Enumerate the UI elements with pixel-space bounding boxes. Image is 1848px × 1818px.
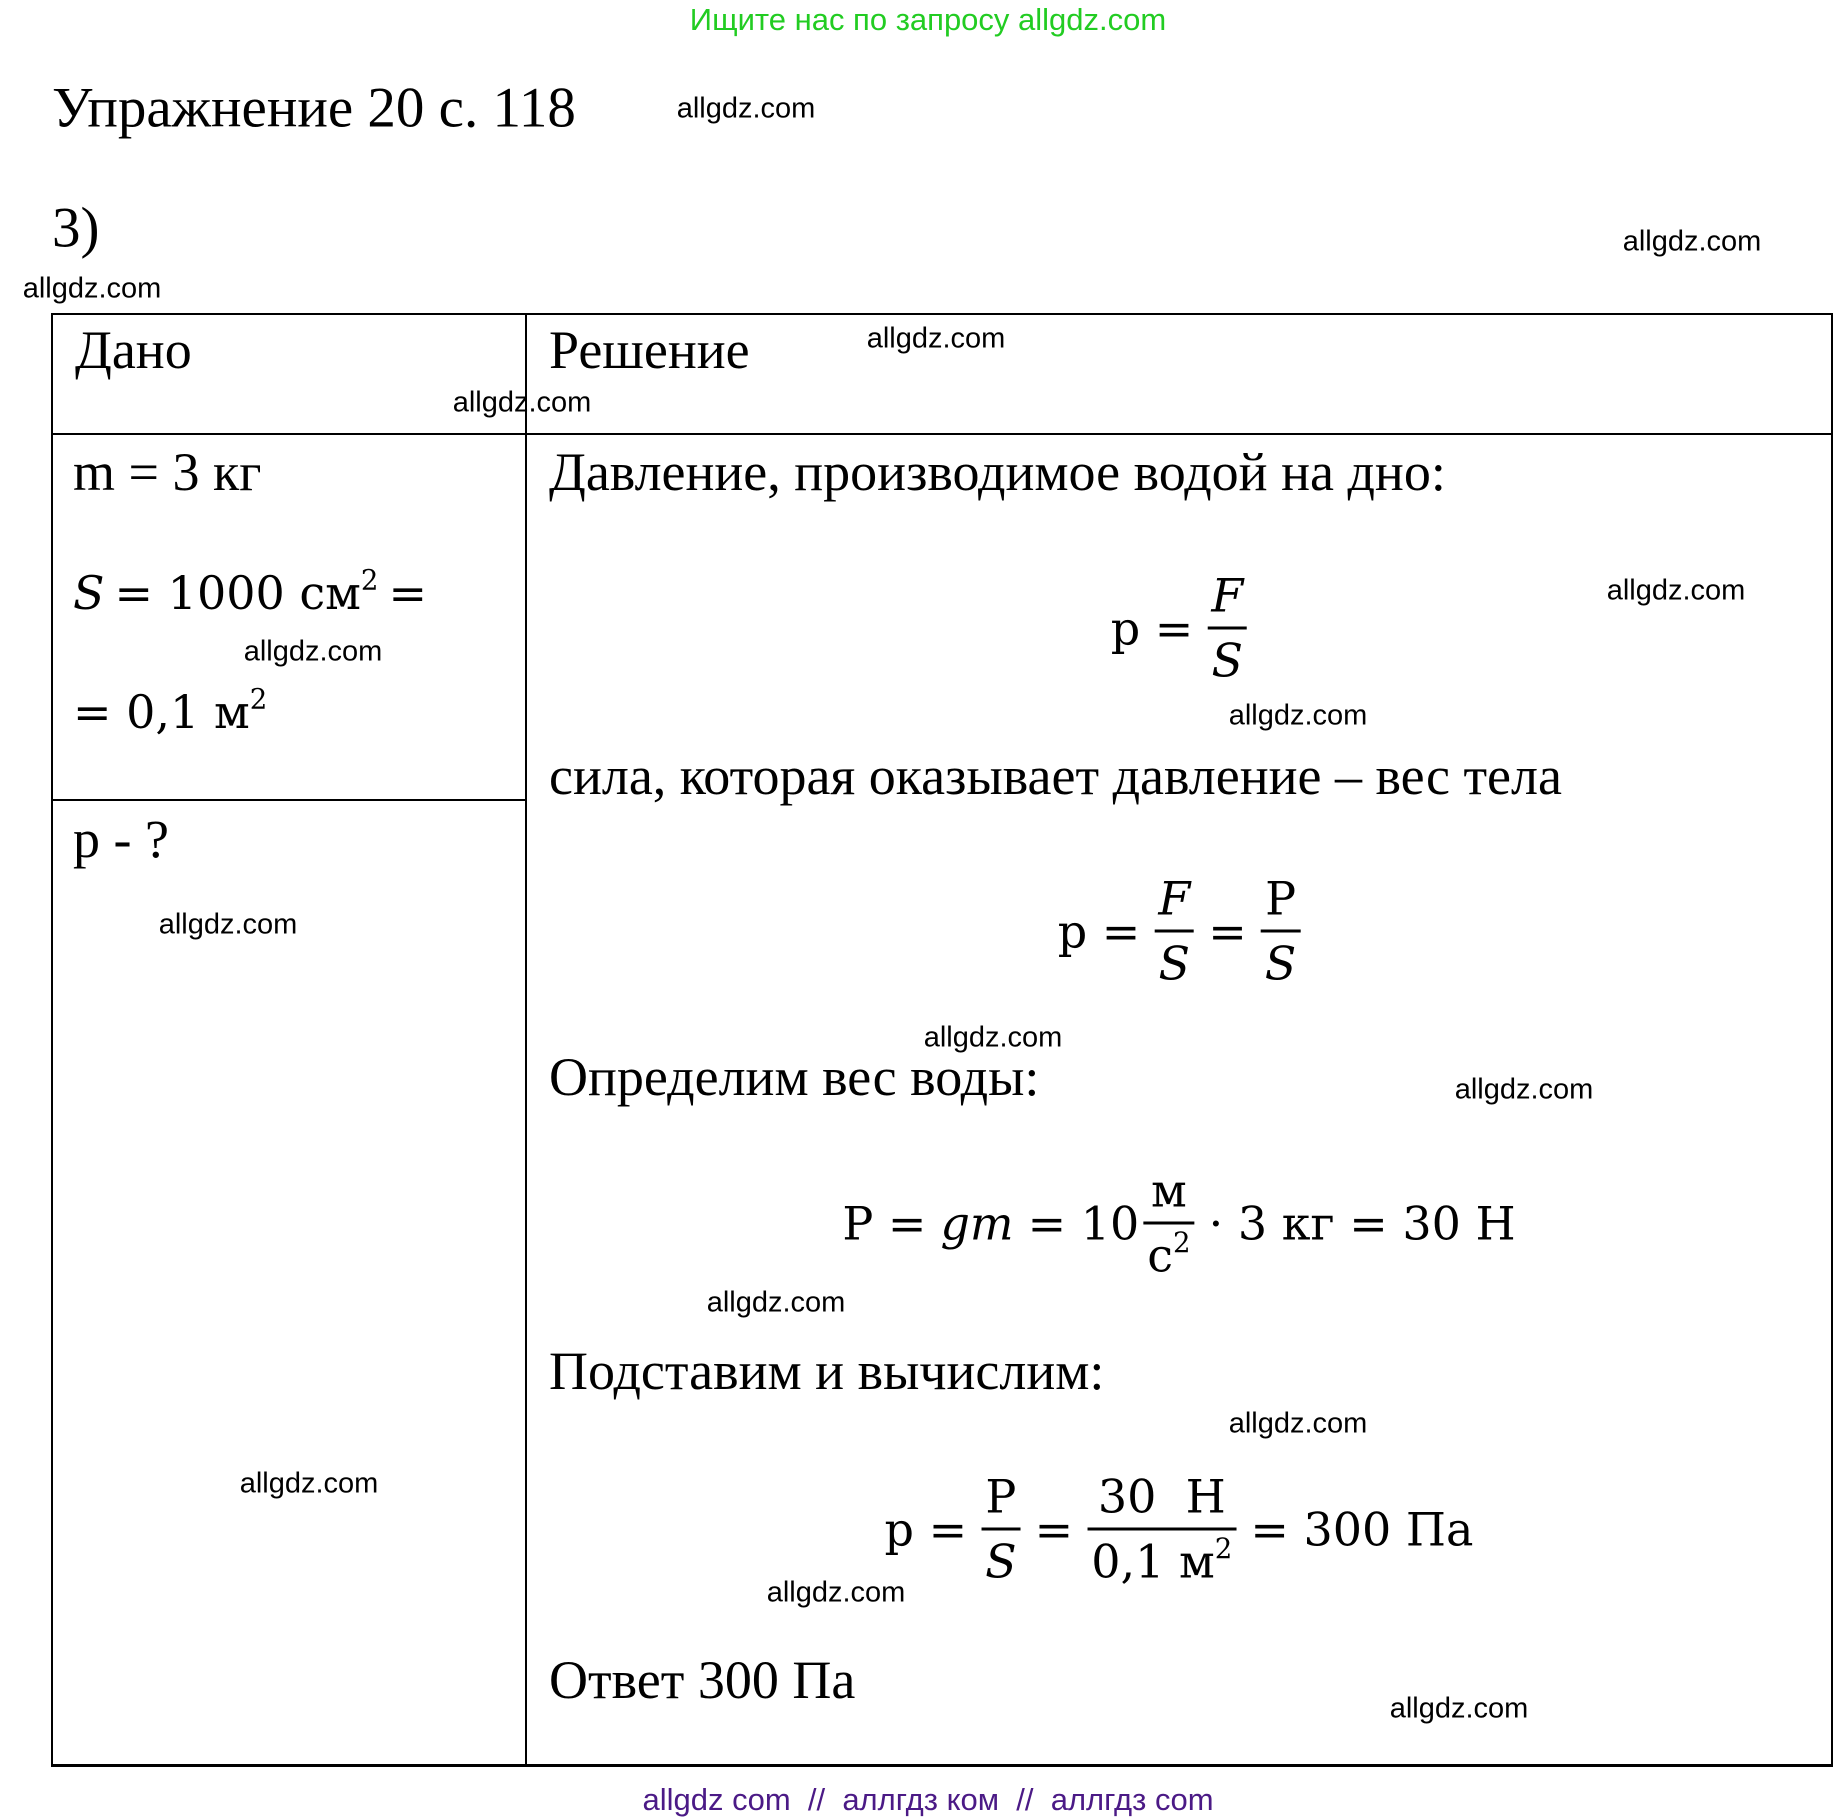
watermark: allgdz.com bbox=[243, 635, 383, 668]
formula-lhs: p = bbox=[884, 1502, 968, 1556]
item-number: 3) bbox=[52, 196, 100, 260]
fraction bbox=[1087, 1469, 1236, 1589]
result: = 300 Па bbox=[1250, 1502, 1474, 1556]
equals-ten: = 10 bbox=[1027, 1196, 1140, 1250]
given-mass: m = 3 кг bbox=[73, 442, 262, 502]
fraction bbox=[1261, 871, 1301, 991]
area-exp: 2 bbox=[360, 563, 379, 597]
solution-line-4: Подставим и вычислим: bbox=[549, 1341, 1105, 1401]
denominator: S bbox=[1208, 627, 1248, 684]
gm: gm bbox=[940, 1196, 1014, 1250]
den-exp: 2 bbox=[1173, 1226, 1191, 1260]
given-area-si bbox=[73, 682, 268, 739]
watermark: allgdz.com bbox=[923, 1021, 1063, 1054]
watermark: allgdz.com bbox=[1622, 225, 1762, 258]
numerator: F bbox=[1158, 871, 1191, 926]
formula-rest: · 3 кг = 30 Н bbox=[1208, 1196, 1516, 1250]
area-eq: = bbox=[388, 566, 428, 620]
denominator bbox=[1143, 1222, 1194, 1283]
area-value: = 1000 см bbox=[114, 566, 361, 620]
denominator: S bbox=[1261, 930, 1301, 987]
watermark: allgdz.com bbox=[866, 322, 1006, 355]
formula-result bbox=[884, 1469, 1474, 1589]
exercise-title: Упражнение 20 с. 118 bbox=[52, 76, 576, 140]
watermark: allgdz.com bbox=[1228, 699, 1368, 732]
answer: Ответ 300 Па bbox=[549, 1650, 856, 1710]
fraction bbox=[1154, 871, 1194, 991]
fraction bbox=[981, 1469, 1021, 1589]
watermark: allgdz.com bbox=[706, 1286, 846, 1319]
formula-lhs: p = bbox=[1110, 601, 1194, 655]
watermark: allgdz.com bbox=[1606, 574, 1746, 607]
denominator: S bbox=[1155, 930, 1195, 987]
watermark: allgdz.com bbox=[1228, 1407, 1368, 1440]
den-exp: 2 bbox=[1214, 1532, 1233, 1566]
fraction bbox=[1207, 568, 1247, 688]
given-header: Дано bbox=[75, 320, 192, 380]
watermark: allgdz.com bbox=[766, 1576, 906, 1609]
solution-header: Решение bbox=[549, 320, 750, 380]
search-banner: Ищите нас по запросу allgdz.com bbox=[689, 2, 1167, 37]
solution-line-1: Давление, производимое водой на дно: bbox=[549, 442, 1446, 502]
watermark: allgdz.com bbox=[676, 92, 816, 125]
numerator: м bbox=[1151, 1163, 1187, 1218]
solution-line-3: Определим вес воды: bbox=[549, 1047, 1040, 1107]
watermark: allgdz.com bbox=[239, 1467, 379, 1500]
find-quantity: p - ? bbox=[73, 809, 169, 869]
area-var: S bbox=[73, 566, 105, 620]
den-base: с bbox=[1147, 1228, 1174, 1283]
formula-pressure-weight bbox=[1057, 871, 1301, 991]
given-area bbox=[73, 563, 428, 620]
formula-weight bbox=[842, 1163, 1516, 1283]
fraction bbox=[1143, 1163, 1194, 1283]
area-si-exp: 2 bbox=[249, 682, 268, 716]
denominator: S bbox=[981, 1528, 1021, 1585]
equals: = bbox=[1208, 904, 1247, 958]
numerator: 30 Н bbox=[1097, 1469, 1226, 1524]
solution-line-2: сила, которая оказывает давление – вес тела bbox=[549, 746, 1562, 806]
numerator: F bbox=[1211, 568, 1244, 623]
watermark: allgdz.com bbox=[1389, 1692, 1529, 1725]
den-base: 0,1 м bbox=[1091, 1534, 1215, 1589]
numerator: P bbox=[1265, 871, 1297, 926]
equals: = bbox=[1034, 1502, 1074, 1556]
area-si-value: = 0,1 м bbox=[73, 685, 250, 739]
denominator bbox=[1087, 1528, 1236, 1589]
numerator: P bbox=[985, 1469, 1017, 1524]
footer-links: allgdz com // аллгдз ком // аллгдз com bbox=[642, 1782, 1214, 1817]
watermark: allgdz.com bbox=[452, 386, 592, 419]
watermark: allgdz.com bbox=[1454, 1073, 1594, 1106]
formula-lhs: P = bbox=[842, 1196, 927, 1250]
watermark: allgdz.com bbox=[158, 908, 298, 941]
formula-pressure bbox=[1110, 568, 1248, 688]
watermark: allgdz.com bbox=[22, 272, 162, 305]
formula-lhs: p = bbox=[1057, 904, 1141, 958]
